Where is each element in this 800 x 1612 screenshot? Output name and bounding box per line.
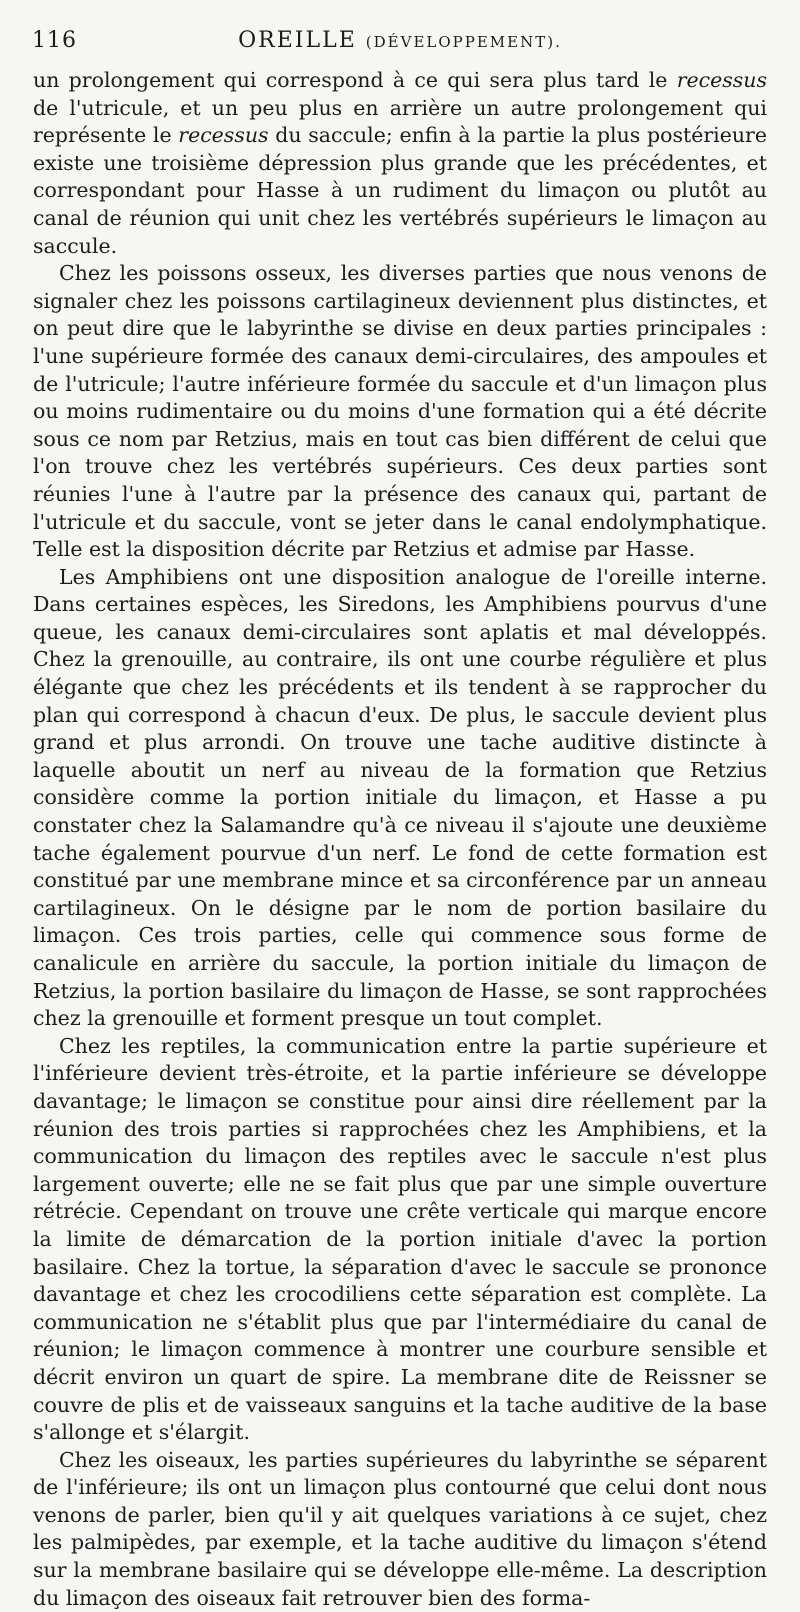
paragraph-1-part-a: un prolongement qui correspond à ce qui sera plus tard le xyxy=(33,68,677,92)
paragraph-2: Chez les poissons osseux, les diverses parties que nous venons de signaler chez les poissons cartilagineux deviennent plus distinctes, et on peut dire que le labyrinthe se divise en deux parties principales : l'une supérieure formée des canaux demi-circulaires, des ampoules et de l'utricule; l'autre inférieure formée du saccule et d'un limaçon plus ou moins rudimentaire ou du moins d'une formation qui a été décrite sous ce nom par Retzius, mais en tout cas bien différent de celui que l'on trouve chez les vertébrés supérieurs. Ces deux parties sont réunies l'une à l'autre par la présence des canaux qui, partant de l'utricule et du saccule, vont se jeter dans le canal endolymphatique. Telle est la disposition décrite par Retzius et admise par Hasse. xyxy=(33,261,767,562)
paragraph-1-italic-recessus-2: recessus xyxy=(178,123,269,148)
paragraph-3: Les Amphibiens ont une disposition analogue de l'oreille interne. Dans certaines espèces, les Siredons, les Amphibiens pourvus d'une queue, les canaux demi-circulaires sont aplatis et mal développés. Chez la grenouille, au contraire, ils ont une courbe régulière et plus élégante que chez les précédents et ils tendent à se rapprocher du plan qui correspond à chacun d'eux. De plus, le saccule devient plus grand et plus arrondi. On trouve une tache auditive distincte à laquelle aboutit un nerf au niveau de la formation que Retzius considère comme la portion initiale du limaçon, et Hasse a pu constater chez la Salamandre qu'à ce niveau il s'ajoute une deuxième tache également pourvue d'un nerf. Le fond de cette formation est constitué par une membrane mince et sa circonférence par un anneau cartilagineux. On le désigne par le nom de portion basilaire du limaçon. Ces trois parties, celle qui commence sous forme de canalicule en arrière du saccule, la portion initiale du limaçon de Retzius, la portion basilaire du limaçon de Hasse, se sont rapprochées chez la grenouille et forment presque un tout complet. xyxy=(33,564,767,1031)
paragraph-1-part-c: du saccule; enfin à la partie la plus postérieure existe une troisième dépression plus grande que les précédentes, et correspondant pour Hasse à un rudiment du limaçon ou plutôt au canal de réunion qui unit chez les vertébrés supérieurs le limaçon au saccule. xyxy=(33,123,767,258)
running-title xyxy=(32,28,768,53)
running-head xyxy=(32,28,768,64)
paragraph-1-part-b: de l'utricule, et un peu plus en arrière un autre prolongement qui représente le xyxy=(33,95,767,148)
paragraph-5: Chez les oiseaux, les parties supérieures du labyrinthe se séparent de l'inférieure; ils ont un limaçon plus contourné que celui dont nous venons de parler, bien qu'il y ait quelques variations à ce sujet, chez les palmipèdes, par exemple, et la tache auditive du limaçon s'étend sur la membrane basilaire qui se développe elle-même. La description du limaçon des oiseaux fait retrouver bien des forma- xyxy=(33,1447,767,1610)
running-title-main: OREILLE xyxy=(238,28,357,53)
body-text xyxy=(33,67,767,1612)
running-title-subtitle: (DÉVELOPPEMENT). xyxy=(365,33,562,51)
paragraph-4: Chez les reptiles, la communication entre la partie supérieure et l'inférieure devient très-étroite, et la partie inférieure se développe davantage; le limaçon se constitue pour ainsi dire réellement par la réunion des trois parties si rapprochées chez les Amphibiens, et la communication du limaçon des reptiles avec le saccule n'est plus largement ouverte; elle ne se fait plus que par une simple ouverture rétrécie. Cependant on trouve une crête verticale qui marque encore la limite de démarcation de la portion initiale d'avec la portion basilaire. Chez la tortue, la séparation d'avec le saccule se prononce davantage et chez les crocodiliens cette séparation est complète. La communication ne s'établit plus que par l'intermédiaire du canal de réunion; le limaçon commence à montrer une courbure sensible et décrit environ un quart de spire. La membrane dite de Reissner se couvre de plis et de vaisseaux sanguins et la tache auditive de la base s'allonge et s'élargit. xyxy=(33,1033,767,1445)
paragraph-1-italic-recessus-1: recessus xyxy=(676,68,767,92)
page-number: 116 xyxy=(32,28,77,53)
paragraph-1 xyxy=(33,67,767,260)
